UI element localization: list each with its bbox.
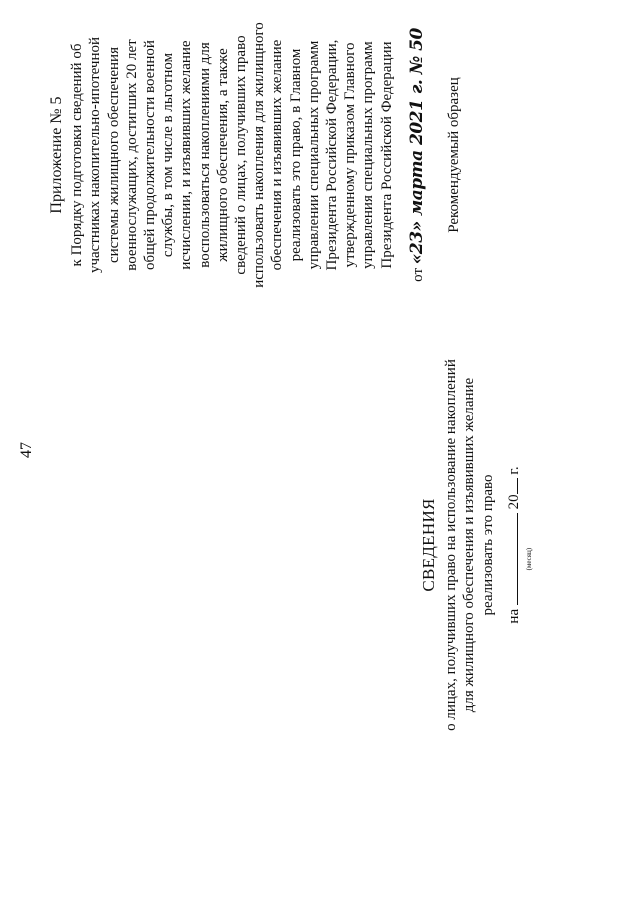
appendix-line: обеспечения и изъявивших желание bbox=[269, 39, 286, 271]
month-blank-field bbox=[503, 513, 533, 605]
appendix-line: военнослужащих, достигших 20 лет bbox=[123, 39, 140, 271]
svedeniya-heading: СВЕДЕНИЯ bbox=[419, 498, 438, 592]
appendix-line: службы, в том числе в льготном bbox=[160, 52, 177, 258]
handwritten-order-date-number: «23» марта 2021 г. № 50 bbox=[406, 28, 427, 265]
page-number: 47 bbox=[18, 442, 35, 458]
svedeniya-line: о лицах, получивших право на использование накоплений bbox=[442, 359, 459, 731]
appendix-line: использовать накопления для жилищного bbox=[251, 22, 268, 288]
date-suffix: г. bbox=[506, 466, 522, 475]
appendix-line: реализовать это право, в Главном bbox=[287, 48, 304, 262]
svedeniya-line: реализовать это право bbox=[479, 474, 496, 616]
order-reference bbox=[408, 5, 427, 305]
appendix-title: Приложение № 5 bbox=[48, 96, 65, 214]
year-blank-field bbox=[503, 478, 518, 494]
recommended-sample-label: Рекомендуемый образец bbox=[446, 77, 463, 233]
appendix-line: утвержденному приказом Главного bbox=[342, 42, 359, 268]
appendix-line: жилищного обеспечения, а также bbox=[214, 48, 231, 262]
report-date-row bbox=[503, 305, 533, 785]
appendix-line: воспользоваться накоплениями для bbox=[196, 42, 213, 268]
date-prefix: на bbox=[506, 608, 522, 624]
appendix-line: к Порядку подготовки сведений об bbox=[69, 43, 86, 267]
appendix-line: Президента Российской Федерации bbox=[378, 41, 395, 269]
appendix-line: сведений о лицах, получивших право bbox=[233, 35, 250, 275]
year-prefix: 20 bbox=[506, 494, 522, 510]
appendix-line: участниках накопительно-ипотечной bbox=[87, 36, 104, 274]
appendix-line: общей продолжительности военной bbox=[142, 40, 159, 270]
appendix-line: исчислении, и изъявивших желание bbox=[178, 40, 195, 270]
appendix-line: Президента Российской Федерации, bbox=[324, 39, 341, 271]
order-prefix: от bbox=[409, 267, 426, 282]
svedeniya-block bbox=[419, 305, 533, 785]
month-hint: (месяц) bbox=[525, 547, 533, 571]
appendix-line: управления специальных программ bbox=[360, 41, 377, 269]
appendix-line: системы жилищного обеспечения bbox=[105, 47, 122, 263]
appendix-line: управлении специальных программ bbox=[305, 40, 322, 270]
appendix-block bbox=[48, 5, 463, 305]
svedeniya-line: для жилищного обеспечения и изъявивших желание bbox=[461, 377, 477, 713]
